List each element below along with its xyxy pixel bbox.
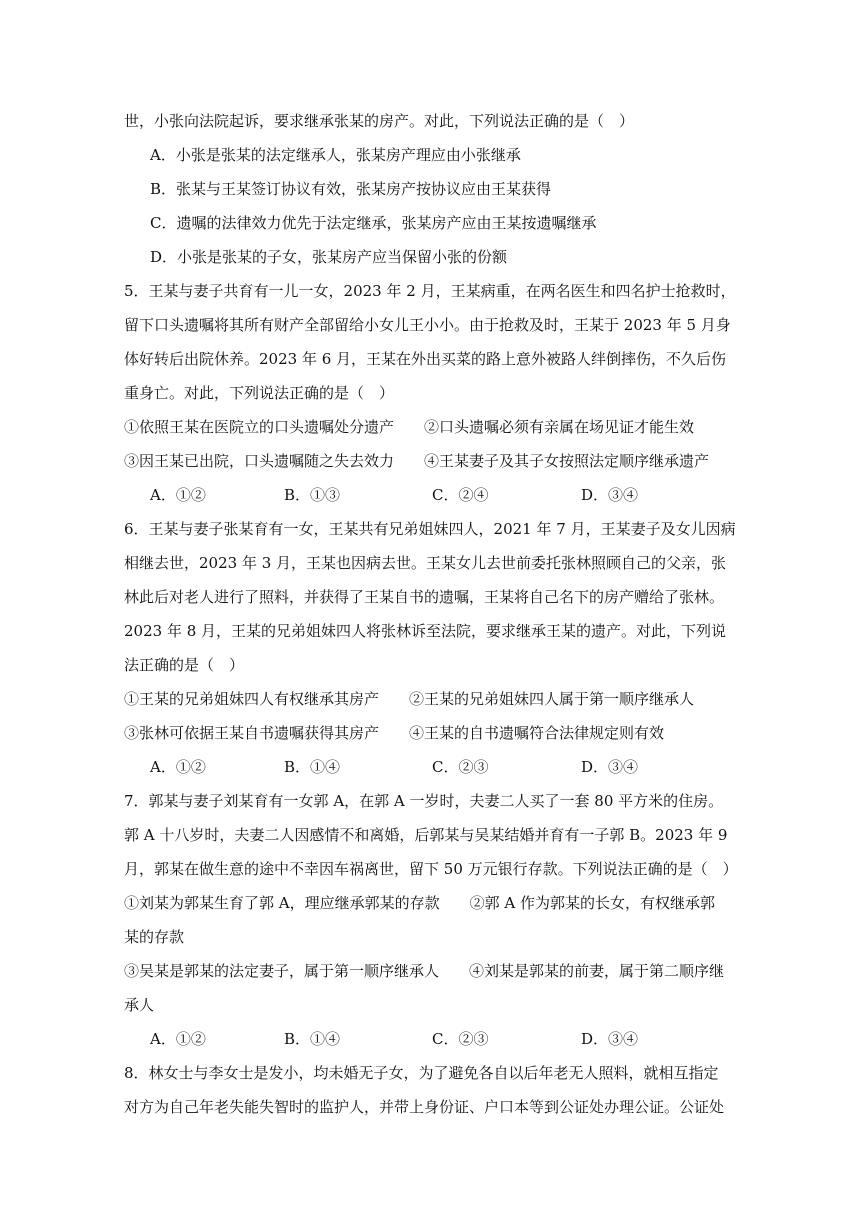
q7-stem-line: 7．郭某与妻子刘某育有一女郭 A，在郭 A 一岁时，夫妻二人买了一套 80 平方米的住房。 — [124, 792, 724, 810]
q4-option-a: A．小张是张某的法定继承人，张某房产理应由小张继承 — [150, 146, 521, 164]
q5-statements-3-4: ③因王某已出院，口头遗嘱随之失去效力 ④王某妻子及其子女按照法定顺序继承遗产 — [124, 452, 710, 470]
q4-stem-tail: 世，小张向法院起诉，要求继承张某的房产。对此，下列说法正确的是（ ） — [124, 112, 635, 130]
q7-choice-c: C．②③ — [432, 1030, 489, 1048]
q7-statement-line: ③吴某是郭某的法定妻子，属于第一顺序继承人 ④刘某是郭某的前妻，属于第二顺序继 — [124, 962, 725, 980]
q5-stem-line: 5．王某与妻子共育有一儿一女，2023 年 2 月，王某病重，在两名医生和四名护士抢救时， — [124, 282, 736, 300]
q4-option-b: B．张某与王某签订协议有效，张某房产按协议应由王某获得 — [150, 180, 552, 198]
q8-stem-line: 8．林女士与李女士是发小，均未婚无子女，为了避免各自以后年老无人照料，就相互指定 — [124, 1064, 719, 1082]
q6-choice-d: D．③④ — [581, 758, 639, 776]
q5-choice-b: B．①③ — [284, 486, 341, 504]
q6-statements-3-4: ③张林可依据王某自书遗嘱获得其房产 ④王某的自书遗嘱符合法律规定则有效 — [124, 724, 665, 742]
q6-stem-line: 林此后对老人进行了照料，并获得了王某自书的遗嘱，王某将自己名下的房产赠给了张林。 — [124, 588, 725, 606]
q8-stem-line: 对方为自己年老失能失智时的监护人，并带上身份证、户口本等到公证处办理公证。公证处 — [124, 1098, 725, 1116]
q6-choice-c: C．②③ — [432, 758, 489, 776]
q7-choice-b: B．①④ — [284, 1030, 341, 1048]
q6-choice-a: A．①② — [150, 758, 206, 776]
q6-stem-line: 2023 年 8 月，王某的兄弟姐妹四人将张林诉至法院，要求继承王某的遗产。对此，下列说 — [124, 622, 727, 640]
q7-statement-line: 某的存款 — [124, 928, 185, 946]
q7-statement-line: ①刘某为郭某生育了郭 A，理应继承郭某的存款 ②郭 A 作为郭某的长女，有权继承郭 — [124, 894, 715, 912]
q7-statement-line: 承人 — [124, 996, 155, 1014]
q5-stem-line: 体好转后出院休养。2023 年 6 月，王某在外出买菜的路上意外被路人绊倒摔伤，不久后伤 — [124, 350, 727, 368]
q7-choice-d: D．③④ — [581, 1030, 639, 1048]
q7-choice-a: A．①② — [150, 1030, 206, 1048]
q7-stem-line: 郭 A 十八岁时，夫妻二人因感情不和离婚，后郭某与吴某结婚并育有一子郭 B。2023 年 9 — [124, 826, 728, 844]
q6-stem-line: 相继去世，2023 年 3 月，王某也因病去世。王某女儿去世前委托张林照顾自己的父亲，张 — [124, 554, 727, 572]
q6-stem-line: 6．王某与妻子张某育有一女，王某共有兄弟姐妹四人，2021 年 7 月，王某妻子及女儿因病 — [124, 520, 736, 538]
q4-option-c: C．遗嘱的法律效力优先于法定继承，张某房产应由王某按遗嘱继承 — [150, 214, 597, 232]
q7-stem-line: 月，郭某在做生意的途中不幸因车祸离世，留下 50 万元银行存款。下列说法正确的是（ ） — [124, 860, 738, 878]
q6-statements-1-2: ①王某的兄弟姐妹四人有权继承其房产 ②王某的兄弟姐妹四人属于第一顺序继承人 — [124, 690, 695, 708]
q5-choice-c: C．②④ — [432, 486, 489, 504]
q6-stem-line: 法正确的是（ ） — [124, 656, 245, 674]
q6-choice-b: B．①④ — [284, 758, 341, 776]
q5-choice-a: A．①② — [150, 486, 206, 504]
q5-statements-1-2: ①依照王某在医院立的口头遗嘱处分遗产 ②口头遗嘱必须有亲属在场见证才能生效 — [124, 418, 695, 436]
q5-stem-line: 留下口头遗嘱将其所有财产全部留给小女儿王小小。由于抢救及时，王某于 2023 年 5 月身 — [124, 316, 731, 334]
q4-option-d: D．小张是张某的子女，张某房产应当保留小张的份额 — [150, 248, 508, 266]
q5-stem-line: 重身亡。对此，下列说法正确的是（ ） — [124, 384, 395, 402]
q5-choice-d: D．③④ — [581, 486, 639, 504]
